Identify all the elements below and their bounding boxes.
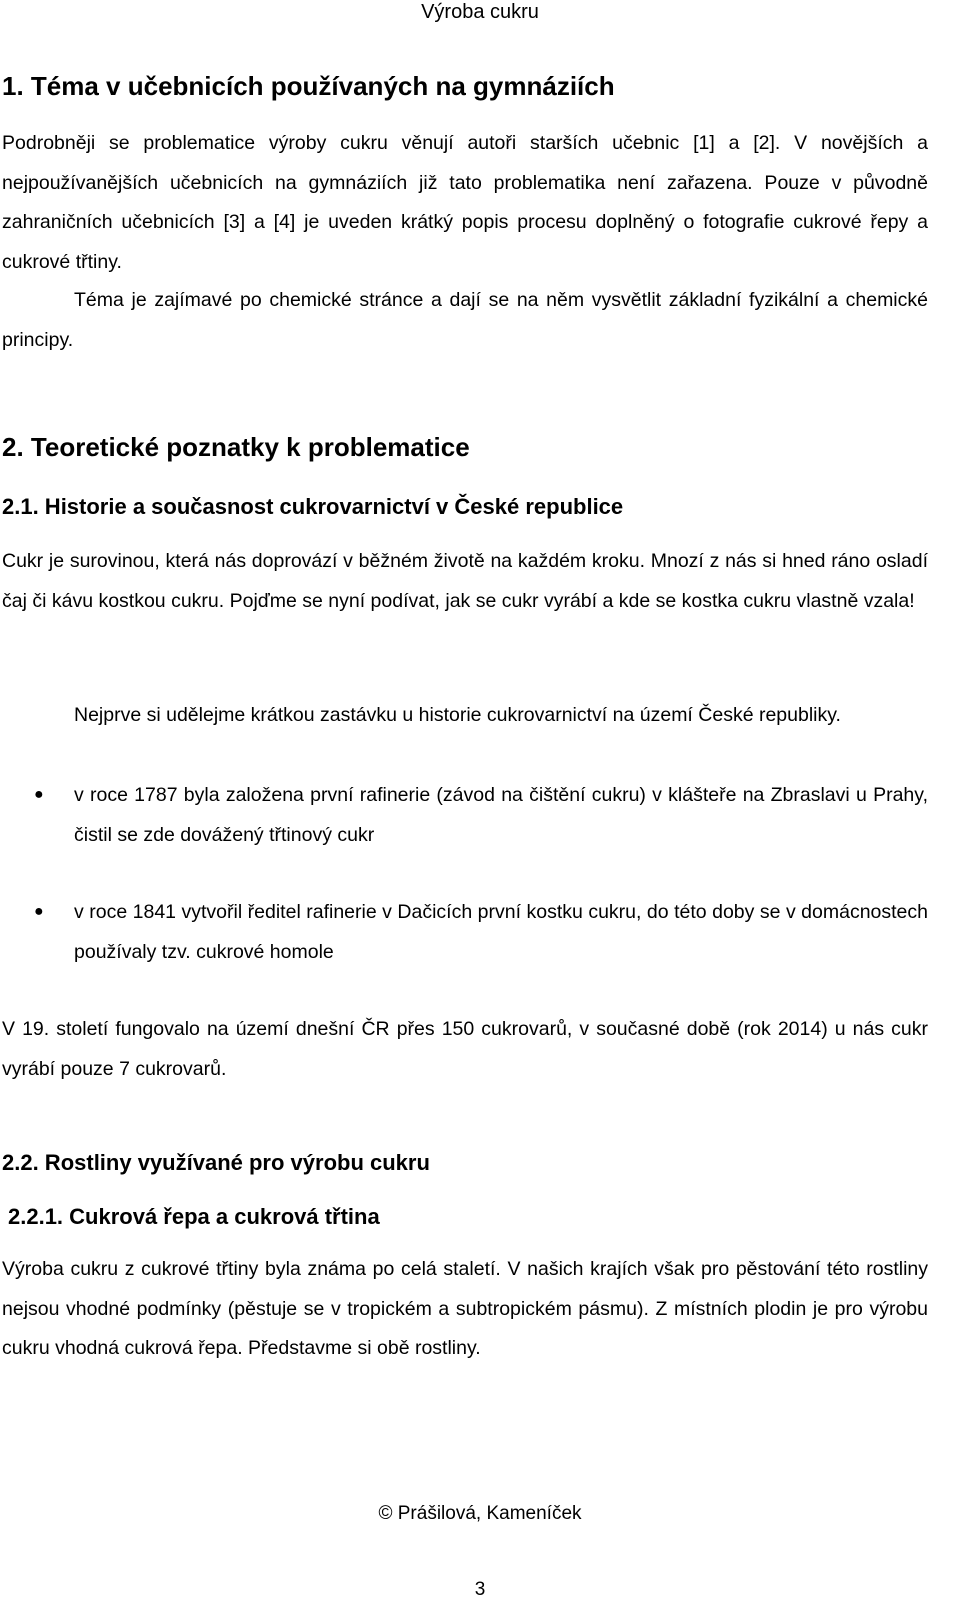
section-2-1-paragraph-3: V 19. století fungovalo na území dnešní ČR přes 150 cukrovarů, v současné době (rok 2014) u nás cukr vyrábí pouze 7 cukrovarů. (2, 1018, 928, 1080)
section-2-2-1-paragraph: Výroba cukru z cukrové třtiny byla známa po celá staletí. V našich krajích však pro pěstování této rostliny nejsou vhodné podmínky (pěstuje se v tropickém a subtropickém pásmu). Z místních plodin je pro výrobu cukru vhodná cukrová řepa. Představme si obě rostliny. (2, 1258, 928, 1359)
page-number: 3 (474, 1579, 486, 1600)
page-header: Výroba cukru (421, 1, 539, 23)
history-bullet-2: v roce 1841 vytvořil ředitel rafinerie v Dačicích první kostku cukru, do této doby se v domácnostech používaly tzv. cukrové homole (74, 901, 928, 963)
section-2-heading: 2. Teoretické poznatky k problematice (2, 432, 470, 462)
section-1-paragraph-2: Téma je zajímavé po chemické stránce a dají se na něm vysvětlit základní fyzikální a chemické principy. (2, 289, 928, 351)
section-2-1-paragraph-2: Nejprve si udělejme krátkou zastávku u historie cukrovarnictví na území České republiky. (74, 704, 841, 726)
bullet-dot-icon: ● (34, 903, 44, 920)
history-bullet-1: v roce 1787 byla založena první rafinerie (závod na čištění cukru) v klášteře na Zbraslavi u Prahy, čistil se zde dovážený třtinový cukr (74, 784, 928, 846)
section-2-1-heading: 2.1. Historie a současnost cukrovarnictví v České republice (2, 494, 624, 519)
bullet-dot-icon: ● (34, 786, 44, 803)
section-1-paragraph-1: Podrobněji se problematice výroby cukru věnují autoři starších učebnic [1] a [2]. V novějších a nejpoužívanějších učebnicích na gymnáziích již tato problematika není zařazena. Pouze v původně zahraničních učebnicích [3] a [4] je uveden krátký popis procesu doplněný o fotografie cukrové řepy a cukrové třtiny. (2, 132, 928, 273)
section-1-heading: 1. Téma v učebnicích používaných na gymnáziích (2, 71, 615, 101)
section-2-2-heading: 2.2. Rostliny využívané pro výrobu cukru (2, 1150, 430, 1175)
footer-copyright: © Prášilová, Kameníček (378, 1503, 582, 1524)
section-2-1-paragraph-1: Cukr je surovinou, která nás doprovází v běžném životě na každém kroku. Mnozí z nás si hned ráno osladí čaj či kávu kostkou cukru. Pojďme se nyní podívat, jak se cukr vyrábí a kde se kostka cukru vlastně vzala! (2, 550, 928, 612)
section-2-2-1-heading: 2.2.1. Cukrová řepa a cukrová třtina (8, 1204, 380, 1229)
